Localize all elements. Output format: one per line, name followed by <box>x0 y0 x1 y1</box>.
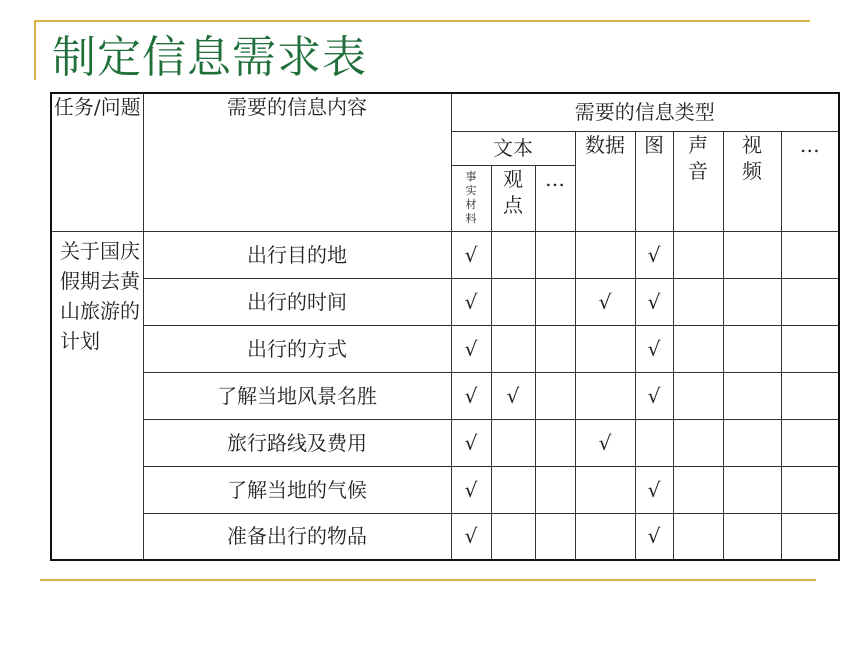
sound-cell <box>673 325 723 372</box>
header-text-more: … <box>535 165 575 231</box>
facts-cell: √ <box>451 466 491 513</box>
header-sound: 声音 <box>673 131 723 231</box>
header-opinion: 观点 <box>491 165 535 231</box>
table-row <box>51 419 839 466</box>
text-more-cell <box>535 419 575 466</box>
content-cell: 了解当地风景名胜 <box>143 372 451 419</box>
more-cell <box>781 372 839 419</box>
facts-cell: √ <box>451 372 491 419</box>
data-cell <box>575 372 635 419</box>
sound-cell <box>673 372 723 419</box>
video-cell <box>723 325 781 372</box>
bottom-rule <box>40 579 816 581</box>
image-cell: √ <box>635 278 673 325</box>
facts-cell: √ <box>451 325 491 372</box>
opinion-cell <box>491 231 535 278</box>
header-types: 需要的信息类型 <box>451 93 839 131</box>
image-cell: √ <box>635 325 673 372</box>
data-cell: √ <box>575 419 635 466</box>
video-cell <box>723 231 781 278</box>
left-rule <box>34 20 36 80</box>
table-row <box>51 466 839 513</box>
task-cell: 关于国庆假期去黄山旅游的计划 <box>51 231 143 560</box>
table-row <box>51 325 839 372</box>
content-cell: 出行目的地 <box>143 231 451 278</box>
sound-cell <box>673 231 723 278</box>
image-cell: √ <box>635 231 673 278</box>
image-cell <box>635 419 673 466</box>
content-cell: 准备出行的物品 <box>143 513 451 560</box>
video-cell <box>723 419 781 466</box>
video-cell <box>723 466 781 513</box>
header-text: 文本 <box>451 131 575 165</box>
opinion-cell <box>491 513 535 560</box>
content-cell: 出行的时间 <box>143 278 451 325</box>
video-cell <box>723 513 781 560</box>
image-cell: √ <box>635 372 673 419</box>
top-rule <box>34 20 810 22</box>
table-row <box>51 372 839 419</box>
facts-cell: √ <box>451 278 491 325</box>
data-cell <box>575 325 635 372</box>
header-facts: 事实材料 <box>451 165 491 231</box>
header-video: 视频 <box>723 131 781 231</box>
image-cell: √ <box>635 466 673 513</box>
sound-cell <box>673 278 723 325</box>
opinion-cell: √ <box>491 372 535 419</box>
content-cell: 出行的方式 <box>143 325 451 372</box>
opinion-cell <box>491 466 535 513</box>
header-more: … <box>781 131 839 231</box>
text-more-cell <box>535 325 575 372</box>
content-cell: 了解当地的气候 <box>143 466 451 513</box>
more-cell <box>781 419 839 466</box>
video-cell <box>723 372 781 419</box>
text-more-cell <box>535 278 575 325</box>
info-needs-table <box>50 92 840 561</box>
text-more-cell <box>535 513 575 560</box>
data-cell <box>575 513 635 560</box>
table-row <box>51 278 839 325</box>
more-cell <box>781 513 839 560</box>
data-cell <box>575 466 635 513</box>
sound-cell <box>673 466 723 513</box>
more-cell <box>781 278 839 325</box>
data-cell: √ <box>575 278 635 325</box>
video-cell <box>723 278 781 325</box>
text-more-cell <box>535 466 575 513</box>
header-content: 需要的信息内容 <box>143 93 451 231</box>
image-cell: √ <box>635 513 673 560</box>
header-task: 任务/问题 <box>51 93 143 231</box>
facts-cell: √ <box>451 231 491 278</box>
opinion-cell <box>491 278 535 325</box>
text-more-cell <box>535 372 575 419</box>
header-image: 图 <box>635 131 673 231</box>
header-data: 数据 <box>575 131 635 231</box>
content-cell: 旅行路线及费用 <box>143 419 451 466</box>
page-title: 制定信息需求表 <box>52 32 367 83</box>
sound-cell <box>673 513 723 560</box>
opinion-cell <box>491 419 535 466</box>
sound-cell <box>673 419 723 466</box>
facts-cell: √ <box>451 513 491 560</box>
table-row <box>51 231 839 278</box>
data-cell <box>575 231 635 278</box>
more-cell <box>781 325 839 372</box>
more-cell <box>781 466 839 513</box>
opinion-cell <box>491 325 535 372</box>
more-cell <box>781 231 839 278</box>
text-more-cell <box>535 231 575 278</box>
facts-cell: √ <box>451 419 491 466</box>
table-row <box>51 513 839 560</box>
